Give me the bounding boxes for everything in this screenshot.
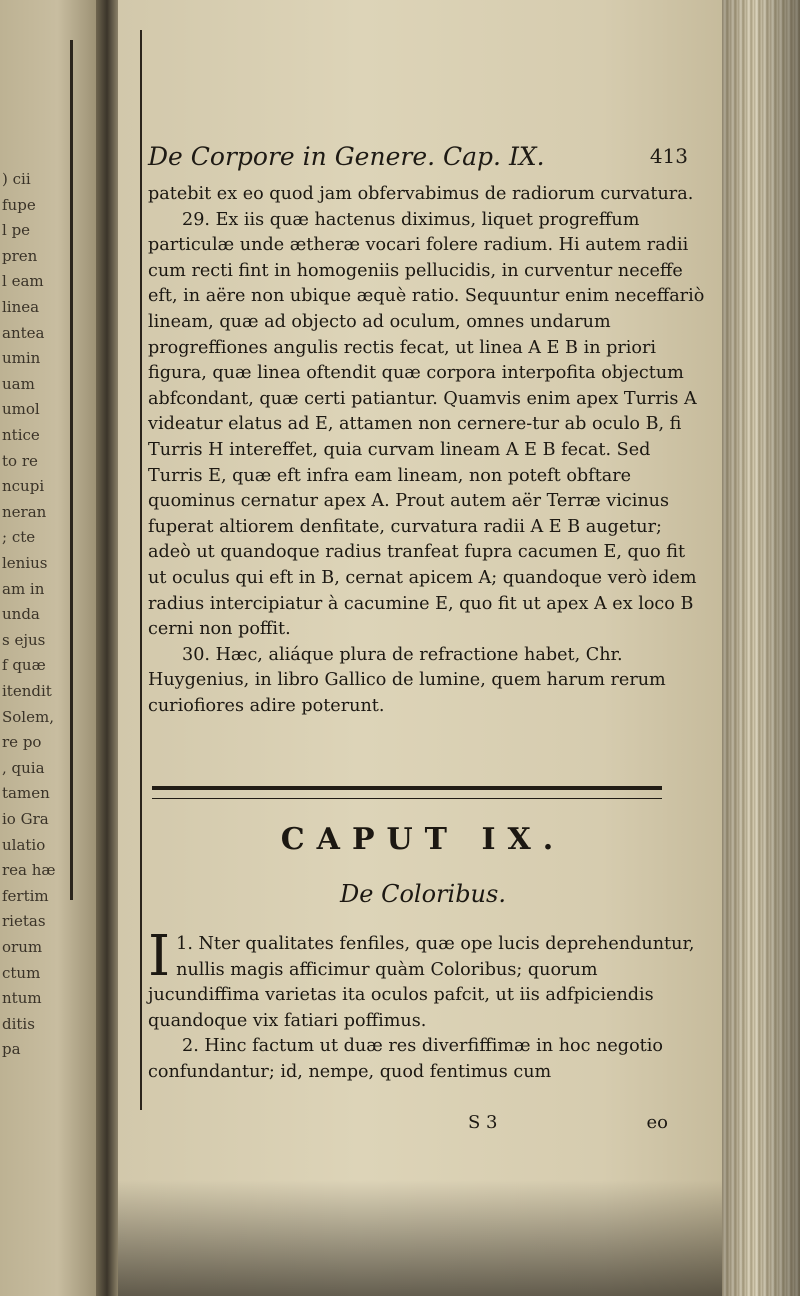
left-page-fragment: fupe — [2, 195, 36, 214]
chapter-paragraph-1-text: Nter qualitates fenfiles, quæ ope lucis deprehenduntur, nullis magis afficimur quàm Coloribus; quorum jucundiffima varietas ita oculos pafcit, ut iis adfpiciendis quandoque vix fatiari poffimus. — [148, 934, 695, 1031]
left-page-fragment: ditis — [2, 1014, 35, 1033]
left-page-fragment: s ejus — [2, 630, 46, 649]
left-page-fragment: pren — [2, 246, 38, 265]
left-page-fragment: l pe — [2, 221, 31, 240]
chapter-divider-rule — [152, 786, 662, 799]
left-page-fragment: ncupi — [2, 477, 45, 496]
paragraph-30: 30. Hæc, aliáque plura de refractione habet, Chr. Huygenius, in libro Gallico de lumine, quem harum rerum curiofiores adire poterunt. — [148, 644, 666, 716]
running-head — [148, 142, 718, 176]
page-edges-shade — [722, 0, 800, 1296]
left-page-fragment: am in — [2, 579, 45, 598]
book-gutter — [96, 0, 118, 1296]
left-page-fragment: unda — [2, 605, 40, 624]
catchword: eo — [646, 1112, 668, 1133]
left-page-fragment: rea hæ — [2, 861, 56, 880]
left-page-fragment: orum — [2, 938, 43, 956]
page-edges — [722, 0, 800, 1296]
main-page — [118, 0, 722, 1296]
left-page-fragment: umol — [2, 400, 40, 419]
left-page-fragment: f quæ — [2, 656, 46, 675]
page-footer — [148, 1112, 668, 1138]
signature-mark: S 3 — [468, 1112, 498, 1133]
left-facing-page — [0, 0, 96, 1296]
margin-rule — [140, 30, 142, 1110]
left-page-fragment: ulatio — [2, 835, 46, 854]
left-page-fragment: to re — [2, 451, 38, 470]
left-page-fragment: uam — [2, 374, 35, 393]
left-page-fragment: , quia — [2, 758, 45, 777]
chapter-paragraph-2: 2. Hinc factum ut duæ res diverfiffimæ in hoc negotio confundantur; id, nempe, quod fentimus cum — [148, 1036, 663, 1082]
page-number: 413 — [649, 144, 688, 168]
chapter-title: CAPUT IX. — [280, 822, 566, 857]
left-page-fragment: io Gra — [2, 810, 49, 828]
left-page-fragment: re po — [2, 733, 42, 752]
chapter-paragraph-1 — [148, 924, 708, 1034]
left-page-fragment: itendit — [2, 682, 52, 700]
left-page-fragment: rietas — [2, 912, 46, 931]
bottom-shadow — [118, 1180, 722, 1296]
left-page-fragment: neran — [2, 502, 47, 521]
chapter-subtitle: De Coloribus. — [340, 880, 506, 908]
left-page-fragment: tamen — [2, 784, 50, 803]
running-head-title: De Corpore in Genere. Cap. IX. — [148, 142, 545, 171]
left-page-fragment: linea — [2, 298, 40, 316]
left-page-fragment: ; cte — [2, 528, 36, 547]
body-text — [148, 182, 708, 719]
left-page-fragment: umin — [2, 349, 41, 368]
left-page-fragment: ctum — [2, 963, 41, 982]
left-page-fragment: pa — [2, 1040, 21, 1059]
paragraph-number: 1. — [176, 934, 193, 954]
left-page-fragment: lenius — [2, 554, 48, 572]
left-page-fragment: l eam — [2, 272, 44, 291]
left-page-fragment: fertim — [2, 886, 49, 905]
left-page-fragment: ntice — [2, 426, 40, 444]
drop-capital: I — [148, 924, 171, 989]
left-page-fragment: ) cii — [2, 170, 31, 188]
left-page-fragment: antea — [2, 323, 45, 342]
paragraph-29: 29. Ex iis quæ hactenus diximus, liquet progreffum particulæ unde ætheræ vocari folere radium. Hi autem radii cum recti fint in homogeniis pellucidis, in curventur neceffe eft, in aëre non ubique æquè ratio. Sequuntur enim neceffariò lineam, quæ ad objecto ad oculum, omnes undarum progreffiones angulis rectis fecat, ut linea A E B in priori figura, quæ linea oftendit quæ corpora interpofita objectum abfcondant, quæ certi patiantur. Quamvis enim apex Turris A videatur elatus ad E, attamen non cernere-tur ab oculo B, fi Turris H intereffet, quia curvam lineam A E B fecat. Sed Turris E, quæ eft infra eam lineam, non poteft obftare quominus cernatur apex A. Prout autem aër Terræ vicinus fuperat altiorem denfitate, curvatura radii A E B augetur; adeò ut quandoque radius tranfeat fupra cacumen E, quo fit ut oculus qui eft in B, cernat apicem A; quandoque verò idem radius intercipiatur à cacumine E, quo fit ut apex A ex loco B cerni non poffit. — [148, 209, 705, 640]
chapter-body — [148, 924, 708, 1086]
left-page-fragment: Solem, — [2, 707, 54, 726]
left-page-fragment: ntum — [2, 989, 42, 1008]
left-page-rule — [70, 40, 73, 900]
paragraph-continuation: patebit ex eo quod jam obfervabimus de radiorum curvatura. — [148, 184, 694, 204]
